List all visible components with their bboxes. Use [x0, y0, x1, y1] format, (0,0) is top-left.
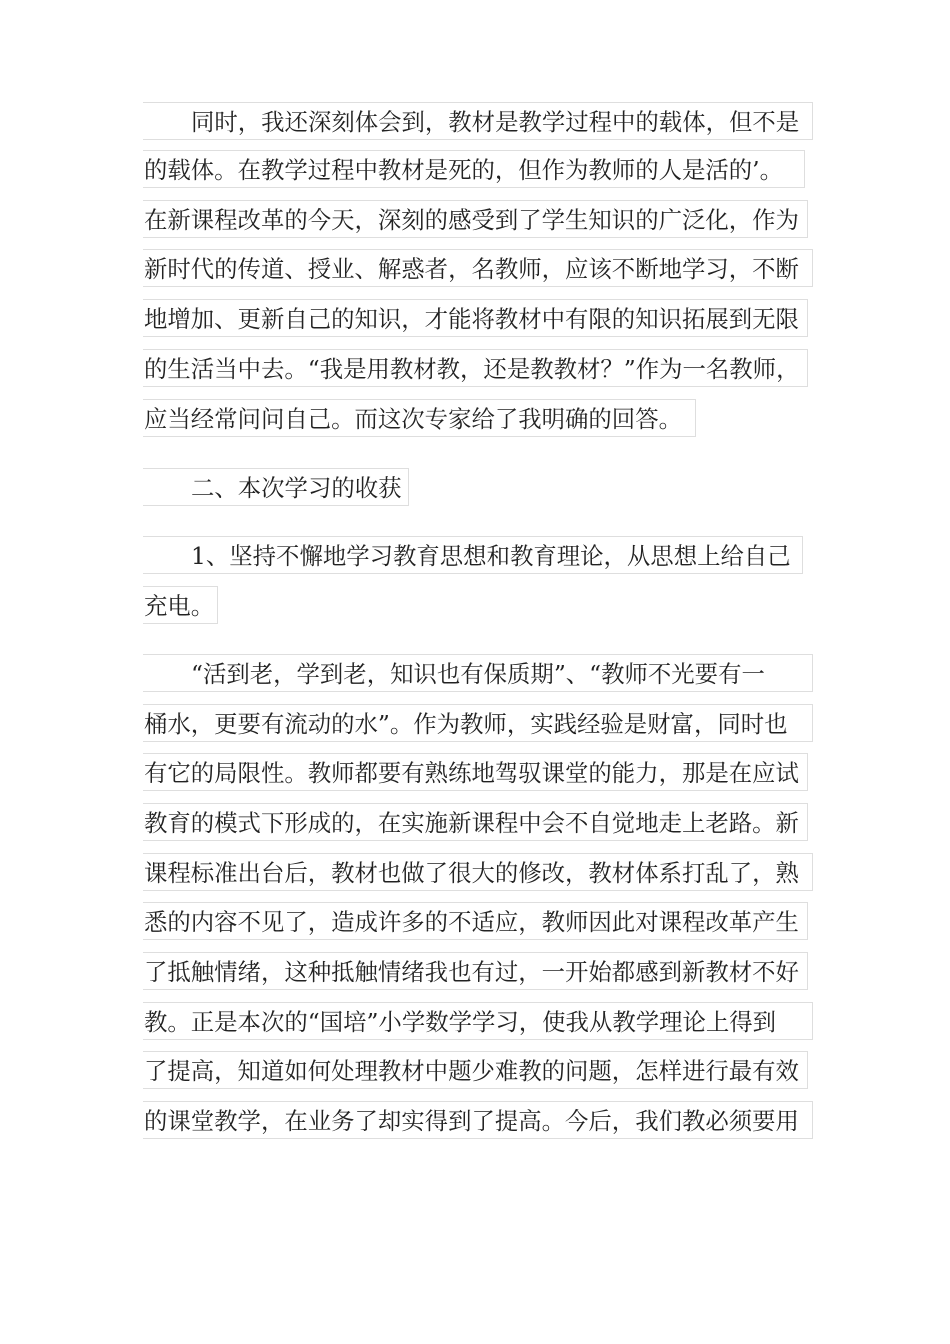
text-line: 新时代的传道、授业、解惑者，名教师，应该不断地学习，不断	[143, 249, 813, 287]
text-line: 教育的模式下形成的，在实施新课程中会不自觉地走上老路。新	[143, 803, 808, 841]
text-line: 教。正是本次的“国培”小学数学学习，使我从教学理论上得到	[143, 1002, 813, 1040]
text-line: 在新课程改革的今天，深刻的感受到了学生知识的广泛化，作为	[143, 200, 808, 238]
text-line: 了抵触情绪，这种抵触情绪我也有过，一开始都感到新教材不好	[143, 952, 808, 990]
text-line: 了提高，知道如何处理教材中题少难教的问题，怎样进行最有效	[143, 1051, 808, 1089]
text-line: 地增加、更新自己的知识，才能将教材中有限的知识拓展到无限	[143, 299, 808, 337]
text-line: 有它的局限性。教师都要有熟练地驾驭课堂的能力，那是在应试	[143, 753, 808, 791]
text-line: 的生活当中去。“我是用教材教，还是教教材？”作为一名教师，	[143, 349, 808, 387]
text-line: 课程标准出台后，教材也做了很大的修改，教材体系打乱了，熟	[143, 853, 813, 891]
text-line: 的载体。在教学过程中教材是死的，但作为教师的人是活的’。	[143, 150, 805, 188]
text-line: 应当经常问问自己。而这次专家给了我明确的回答。	[143, 399, 696, 437]
text-line: “活到老，学到老，知识也有保质期”、“教师不光要有一	[143, 654, 813, 692]
text-line: 悉的内容不见了，造成许多的不适应，教师因此对课程改革产生	[143, 902, 808, 940]
section-heading: 二、本次学习的收获	[143, 468, 409, 506]
text-line: 1、坚持不懈地学习教育思想和教育理论，从思想上给自己	[143, 536, 803, 574]
text-line: 桶水，更要有流动的水”。作为教师，实践经验是财富，同时也	[143, 704, 813, 742]
text-line: 充电。	[143, 586, 218, 624]
text-line: 同时，我还深刻体会到，教材是教学过程中的载体，但不是	[143, 102, 813, 140]
text-line: 的课堂教学，在业务了却实得到了提高。今后，我们教必须要用	[143, 1101, 813, 1139]
